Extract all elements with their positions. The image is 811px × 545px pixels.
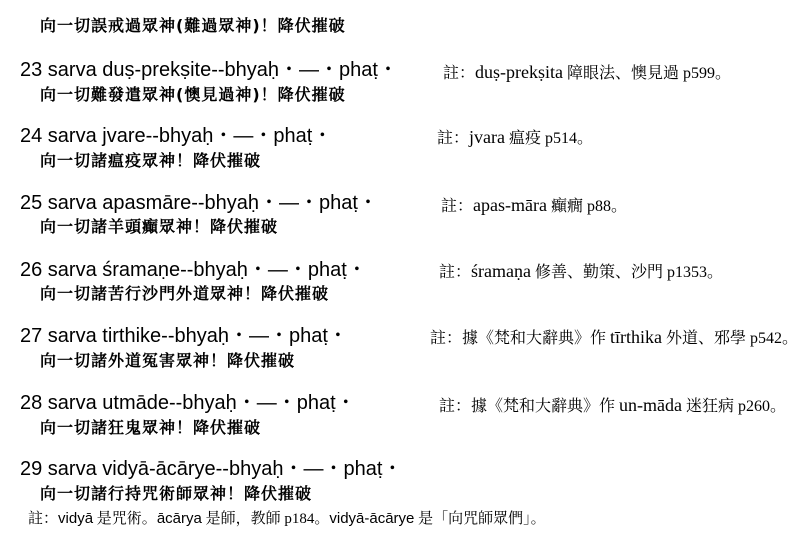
- note-prefix: 註：: [443, 65, 476, 82]
- mantra-line-23: 23 sarva duṣ-prekṣite--bhyaḥ・—・phaṭ・: [20, 59, 398, 81]
- footnote-term-2: ācārya: [156, 510, 202, 527]
- chinese-line-23: 向一切難發遣眾神(懊見過神)！降伏摧破: [40, 85, 346, 104]
- note-term: śramaṇa: [471, 261, 531, 281]
- chinese-line-28: 向一切諸狂鬼眾神！降伏摧破: [40, 418, 262, 437]
- note-28: [439, 396, 786, 415]
- mantra-line-29: 29 sarva vidyā-ācārye--bhyaḥ・—・phaṭ・: [20, 458, 403, 480]
- note-text: 障眼法、懊見過 p599。: [567, 65, 732, 82]
- chinese-line-26: 向一切諸苦行沙門外道眾神！降伏摧破: [40, 284, 330, 303]
- note-27: [430, 328, 798, 347]
- note-term: apas-māra: [473, 195, 547, 215]
- mantra-line-28: 28 sarva utmāde--bhyaḥ・—・phaṭ・: [20, 392, 356, 414]
- note-term: jvara: [469, 127, 505, 147]
- note-text: 修善、勤策、沙門 p1353。: [534, 264, 723, 281]
- note-prefix: 註：據《梵和大辭典》作: [430, 330, 607, 347]
- chinese-line-27: 向一切諸外道冤害眾神！降伏摧破: [40, 351, 296, 370]
- note-text: 癲癇 p88。: [550, 198, 627, 215]
- footnote-text-2: 是師，教師 p184。: [205, 511, 330, 527]
- footnote: [28, 511, 546, 527]
- footnote-text-1: 是咒術。: [96, 511, 157, 527]
- note-25: [441, 196, 627, 215]
- note-term: duṣ-prekṣita: [475, 62, 563, 82]
- chinese-line-29: 向一切諸行持咒術師眾神！降伏摧破: [40, 484, 313, 503]
- footnote-term-3: vidyā-ācārye: [329, 510, 415, 527]
- note-23: [443, 63, 731, 82]
- note-26: [439, 262, 723, 281]
- chinese-line-24: 向一切諸瘟疫眾神！降伏摧破: [40, 151, 262, 170]
- mantra-line-26: 26 sarva śramaṇe--bhyaḥ・—・phaṭ・: [20, 259, 367, 281]
- note-24: [437, 128, 593, 147]
- note-prefix: 註：據《梵和大辭典》作: [439, 398, 616, 415]
- note-text: 迷狂病 p260。: [686, 398, 787, 415]
- note-term: un-māda: [619, 395, 682, 415]
- note-text: 瘟疫 p514。: [509, 130, 594, 147]
- mantra-line-24: 24 sarva jvare--bhyaḥ・—・phaṭ・: [20, 125, 333, 147]
- note-prefix: 註：: [439, 264, 472, 281]
- footnote-term-1: vidyā: [58, 510, 94, 527]
- note-prefix: 註：: [441, 198, 474, 215]
- intro-chinese-line: 向一切誤戒過眾神(難過眾神)！降伏摧破: [40, 16, 346, 35]
- mantra-line-25: 25 sarva apasmāre--bhyaḥ・—・phaṭ・: [20, 192, 378, 214]
- mantra-line-27: 27 sarva tirthike--bhyaḥ・—・phaṭ・: [20, 325, 348, 347]
- note-term: tīrthika: [610, 327, 663, 347]
- chinese-line-25: 向一切諸羊頭癲眾神！降伏摧破: [40, 217, 279, 236]
- footnote-text-3: 是「向咒師眾們」。: [418, 511, 546, 527]
- note-prefix: 註：: [437, 130, 470, 147]
- note-text: 外道、邪學 p542。: [666, 330, 799, 347]
- footnote-prefix: 註：: [28, 511, 59, 527]
